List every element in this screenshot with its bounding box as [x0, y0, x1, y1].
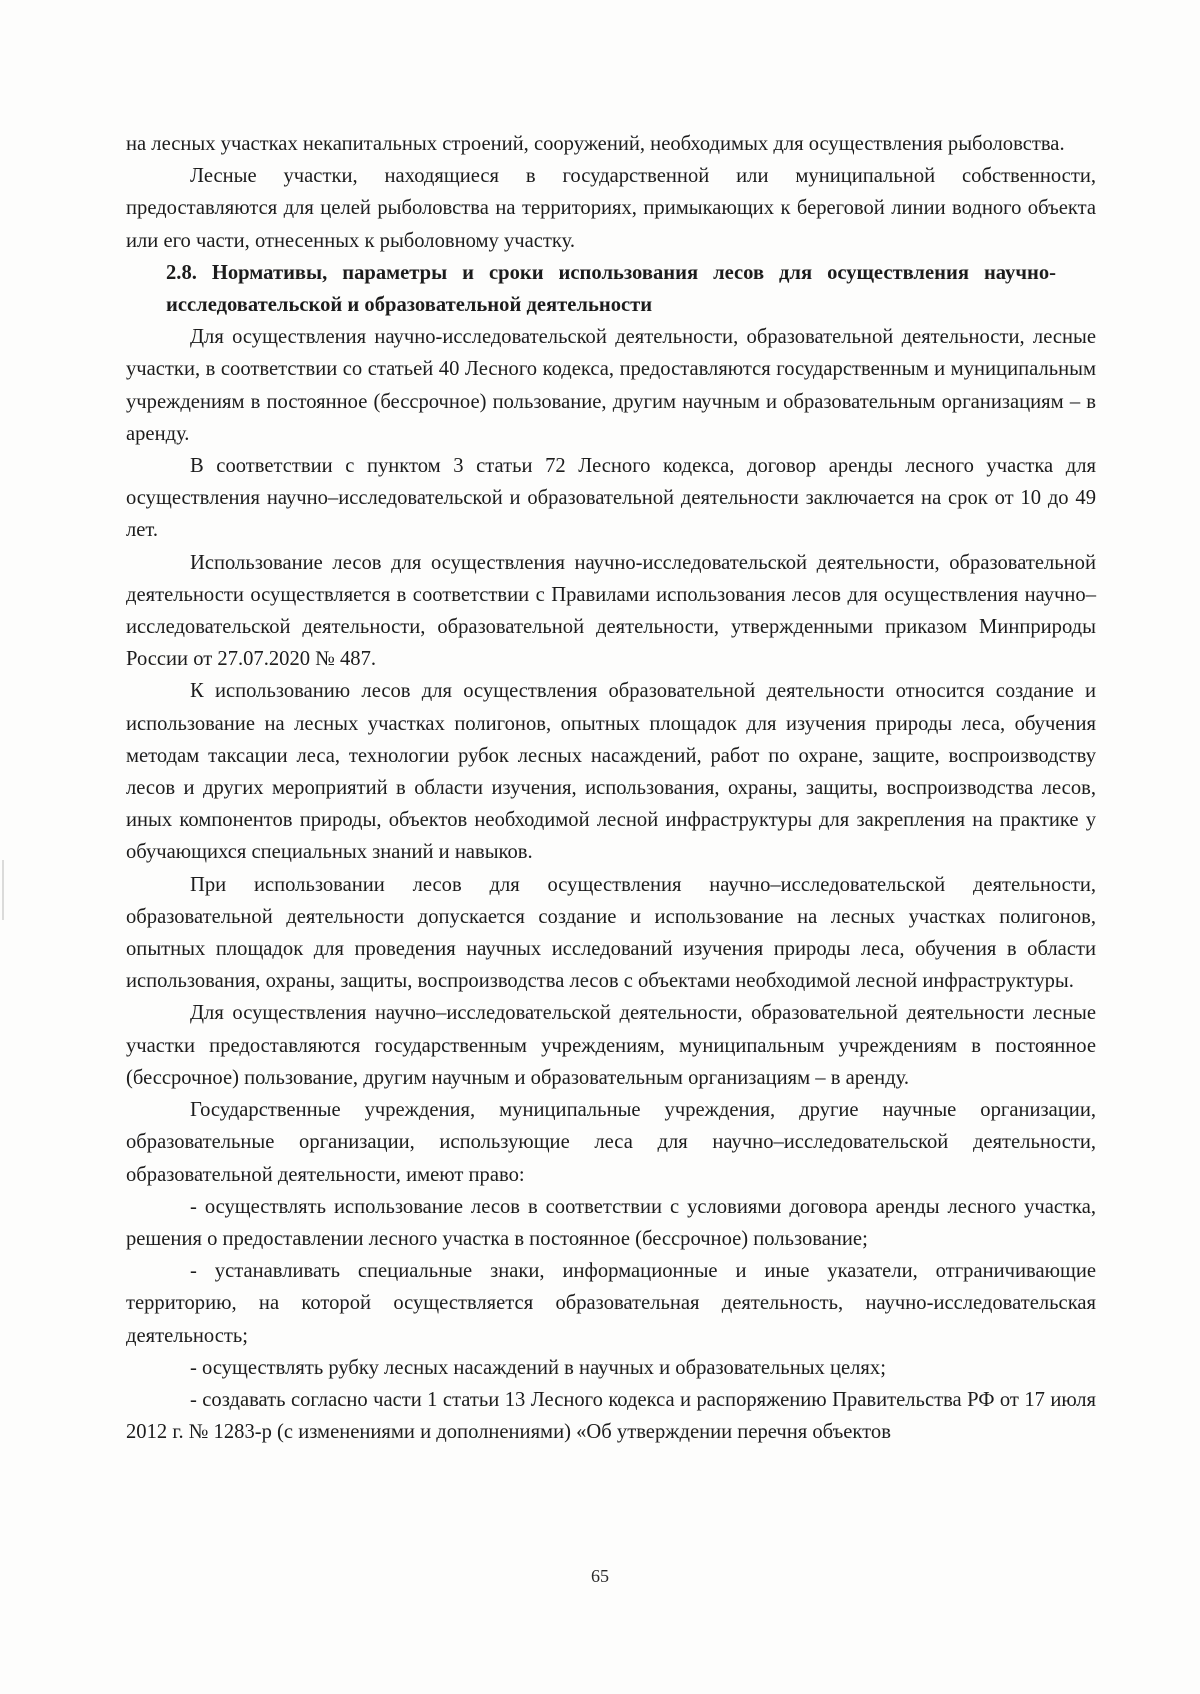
- page-body: [126, 128, 1096, 1448]
- scan-artifact: [2, 860, 4, 920]
- paragraph-polygons: При использовании лесов для осуществления научно–исследовательской деятельности, образовательной деятельности допускается создание и использование на лесных участках полигонов, опытных площадок для проведения научных исследований изучения природы леса, обучения в области использования, охраны, защиты, воспроизводства лесов с объектами необходимой лесной инфраструктуры.: [126, 873, 1096, 993]
- list-item-felling: - осуществлять рубку лесных насаждений в научных и образовательных целях;: [190, 1356, 886, 1379]
- paragraph-rules: Использование лесов для осуществления научно-исследовательской деятельности, образовательной деятельности осуществляется в соответствии с Правилами использования лесов для осуществления научно–исследовательской деятельности, образовательной деятельности, утвержденными приказом Минприроды России от 27.07.2020 № 487.: [126, 551, 1096, 671]
- paragraph-rights-intro: Государственные учреждения, муниципальные учреждения, другие научные организации, образовательные организации, использующие леса для научно–исследовательской деятельности, образовательной деятельности, имеют право:: [126, 1099, 1096, 1186]
- list-item-signs: - устанавливать специальные знаки, информационные и иные указатели, отграничивающие территорию, на которой осуществляется образовательная деятельность, научно-исследовательская деятельность;: [126, 1260, 1096, 1347]
- paragraph-provision: Для осуществления научно-исследовательской деятельности, образовательной деятельности, лесные участки, в соответствии со статьей 40 Лесного кодекса, предоставляются государственным и муниципальным учреждениям в постоянное (бессрочное) пользование, другим научным и образовательным организациям – в аренду.: [126, 326, 1096, 445]
- fishing-paragraph: Лесные участки, находящиеся в государственной или муниципальной собственности, предоставляются для целей рыболовства на территориях, примыкающих к береговой линии водного объекта или его части, отнесенных к рыболовному участку.: [126, 165, 1096, 252]
- page-number: 65: [591, 1566, 609, 1586]
- paragraph-education-use: К использованию лесов для осуществления образовательной деятельности относится создание и использование на лесных участках полигонов, опытных площадок для изучения природы леса, обучения методам таксации леса, технологии рубок лесных насаждений, работ по охране, защите, воспроизводству лесов и других мероприятий в области изучения, использования, охраны, защиты, воспроизводства лесов, иных компонентов природы, объектов необходимой лесной инфраструктуры для закрепления на практике у обучающихся специальных знаний и навыков.: [126, 680, 1096, 864]
- paragraph-lease-term: В соответствии с пунктом 3 статьи 72 Лесного кодекса, договор аренды лесного участка для осуществления научно–исследовательской и образовательной деятельности заключается на срок от 10 до 49 лет.: [126, 455, 1096, 542]
- section-heading: 2.8. Нормативы, параметры и сроки использования лесов для осуществления научно-исследовательской и образовательной деятельности: [166, 261, 1056, 317]
- list-item-create-objects: - создавать согласно части 1 статьи 13 Лесного кодекса и распоряжению Правительства РФ от 17 июля 2012 г. № 1283-р (с изменениями и дополнениями) «Об утверждении перечня объектов: [126, 1388, 1096, 1444]
- list-item-lease-use: - осуществлять использование лесов в соответствии с условиями договора аренды лесного участка, решения о предоставлении лесного участка в постоянное (бессрочное) пользование;: [126, 1195, 1096, 1250]
- continuation-paragraph: на лесных участках некапитальных строений, сооружений, необходимых для осуществления рыболовства.: [126, 133, 1065, 155]
- paragraph-allocation: Для осуществления научно–исследовательской деятельности, образовательной деятельности лесные участки предоставляются государственным учреждениям, муниципальным учреждениям в постоянное (бессрочное) пользование, другим научным и образовательным организациям – в аренду.: [126, 1002, 1096, 1089]
